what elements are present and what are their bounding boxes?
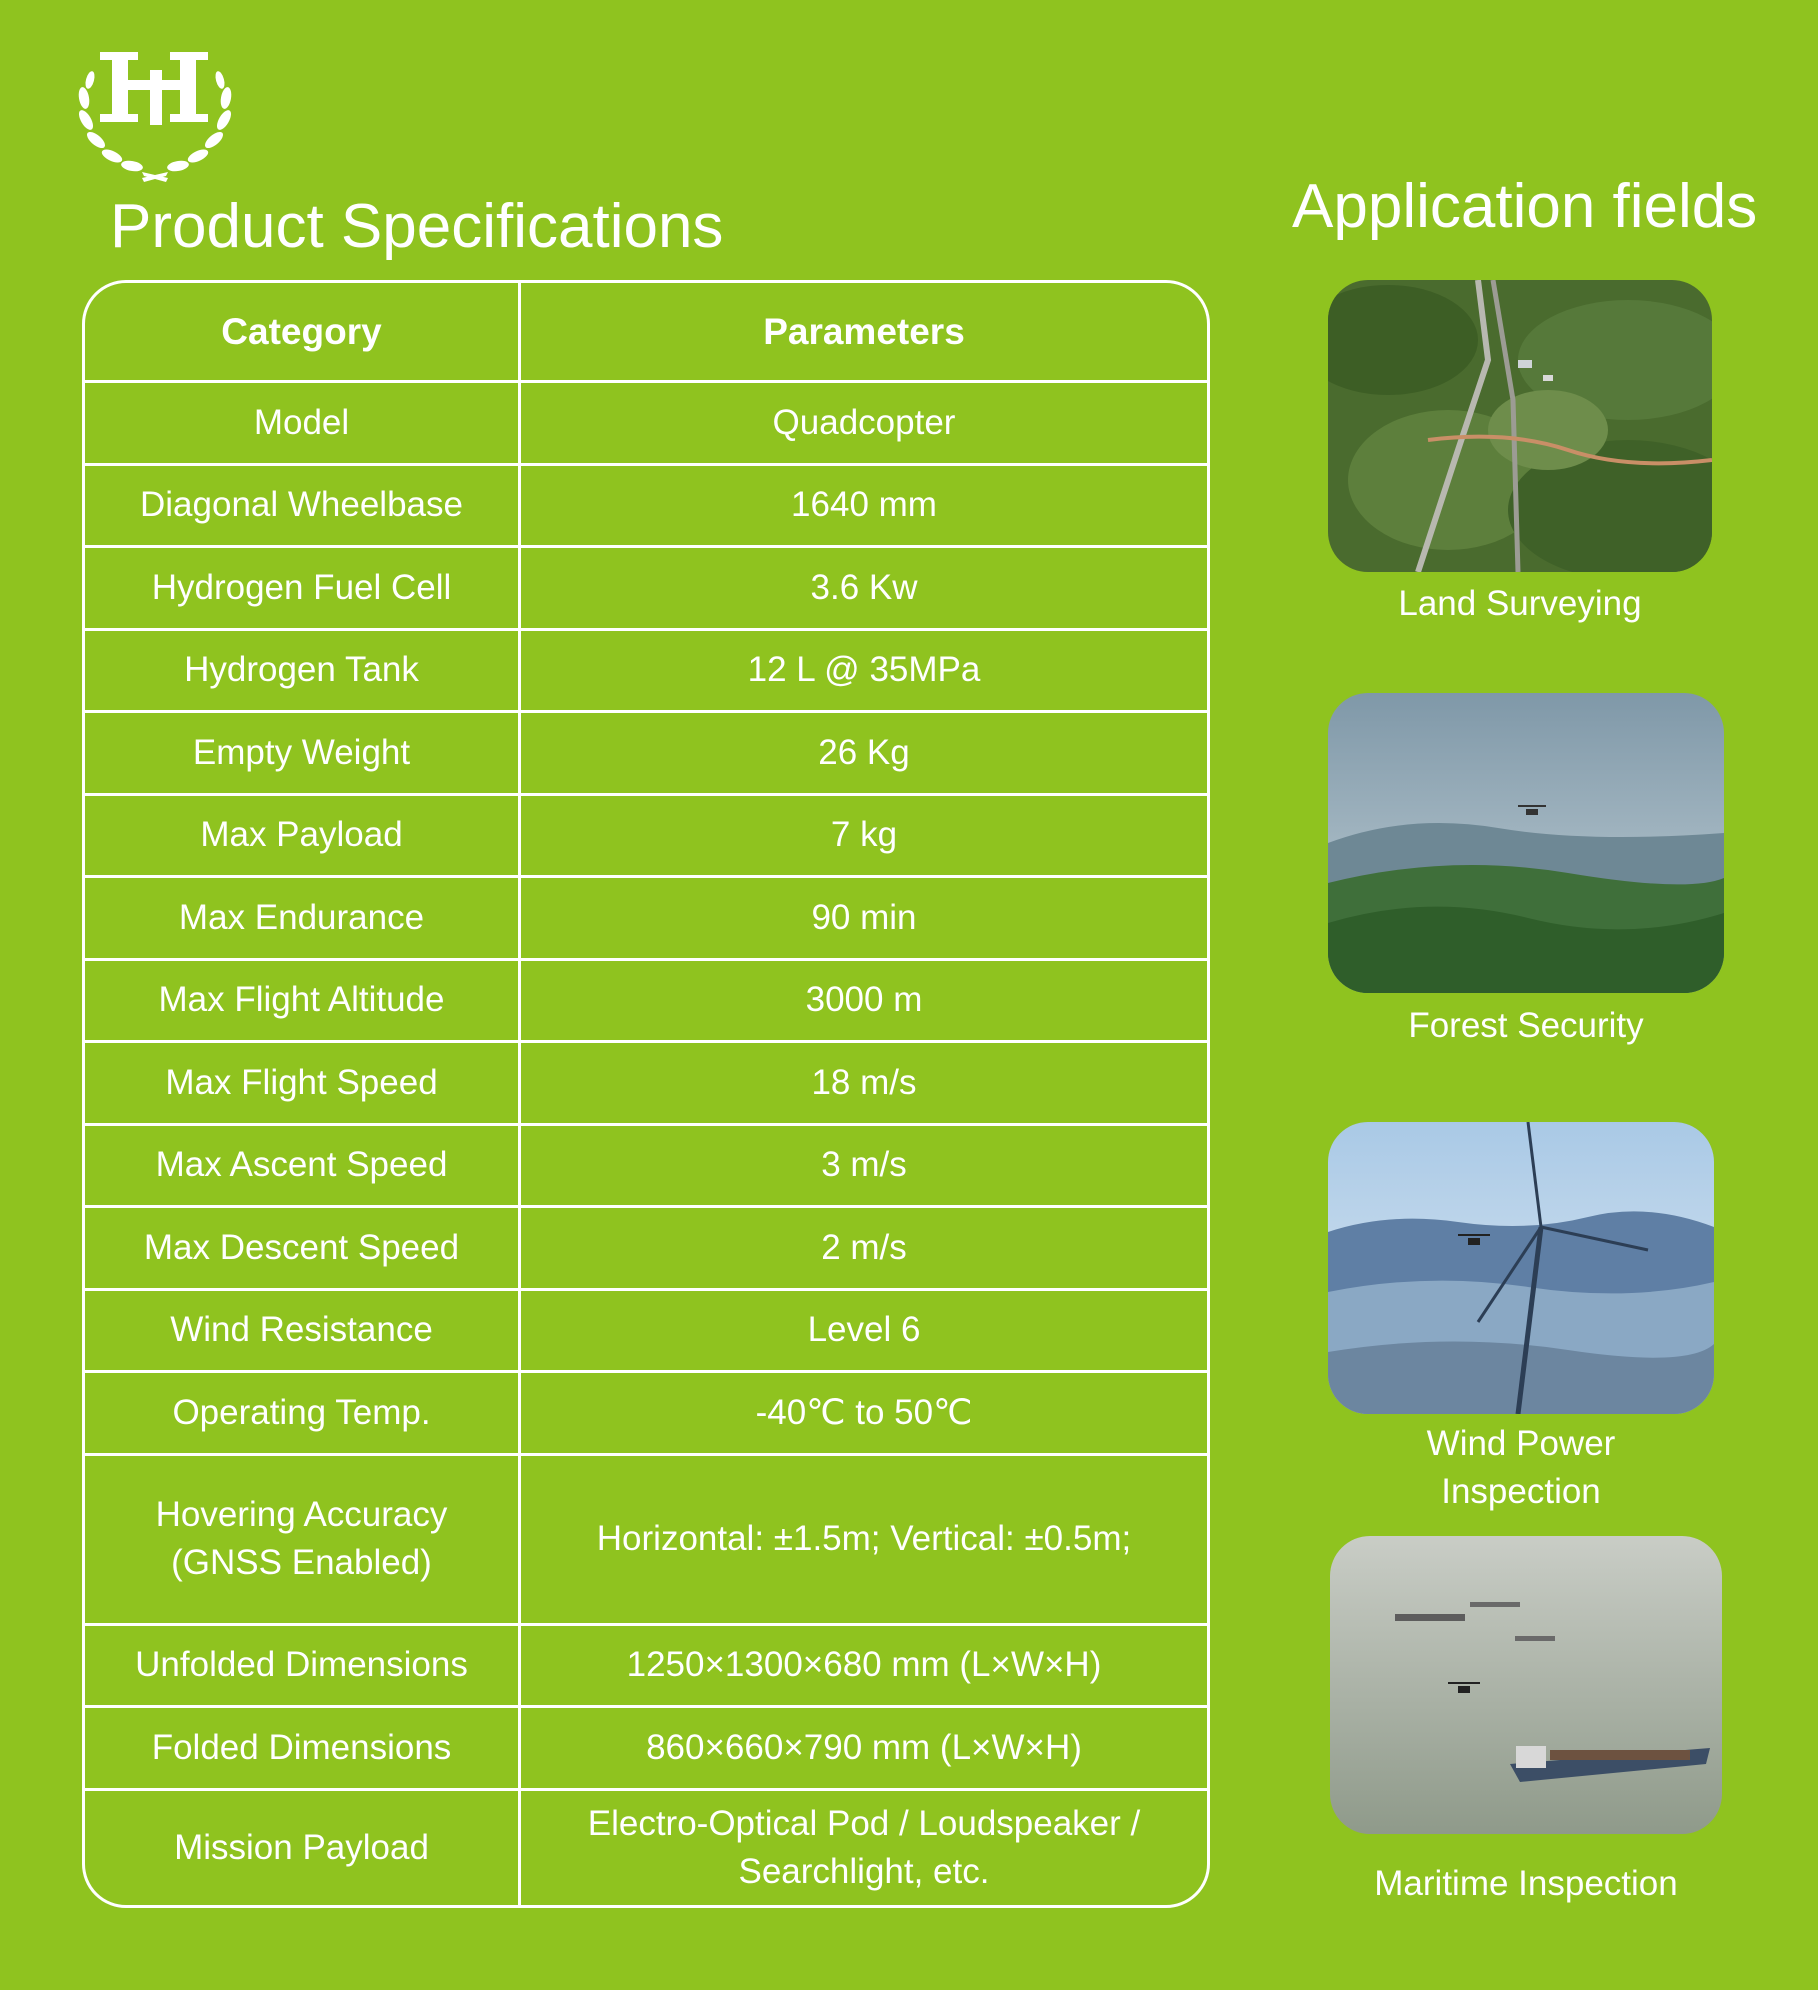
parameter-cell: Quadcopter bbox=[772, 402, 956, 442]
parameter-text: Electro-Optical Pod / Loudspeaker / Searchlight, etc. bbox=[587, 1803, 1141, 1891]
category-text: Hovering Accuracy (GNSS Enabled) bbox=[155, 1495, 448, 1582]
parameter-cell: 860×660×790 mm (L×W×H) bbox=[646, 1727, 1082, 1767]
header-category: Category bbox=[85, 283, 521, 380]
category-cell: Hydrogen Tank bbox=[85, 631, 521, 711]
table-row bbox=[85, 1626, 1207, 1709]
category-cell: Max Endurance bbox=[85, 878, 521, 958]
spec-table-header bbox=[85, 283, 1207, 383]
table-row bbox=[85, 961, 1207, 1044]
parameter-cell: Level 6 bbox=[807, 1310, 921, 1350]
parameter-cell: 26 Kg bbox=[818, 732, 910, 772]
drone-wind-turbine-photo bbox=[1328, 1122, 1714, 1414]
table-row bbox=[85, 1126, 1207, 1209]
table-row bbox=[85, 631, 1207, 714]
parameter-cell: 7 kg bbox=[830, 815, 898, 855]
spec-table bbox=[82, 280, 1210, 1908]
category-cell: Max Flight Altitude bbox=[85, 961, 521, 1041]
category-cell: Max Descent Speed bbox=[85, 1208, 521, 1288]
app-label-forest-security: Forest Security bbox=[1408, 1006, 1644, 1045]
category-cell bbox=[85, 1456, 521, 1623]
parameter-cell: 18 m/s bbox=[811, 1062, 917, 1102]
parameter-cell: 3 m/s bbox=[821, 1145, 907, 1185]
table-row bbox=[85, 1208, 1207, 1291]
parameter-cell: 3000 m bbox=[805, 980, 923, 1020]
category-cell: Max Ascent Speed bbox=[85, 1126, 521, 1206]
category-cell: Hydrogen Fuel Cell bbox=[85, 548, 521, 628]
category-cell: Mission Payload bbox=[85, 1791, 521, 1906]
parameter-cell: -40℃ to 50℃ bbox=[755, 1392, 973, 1432]
app-label-wind-power-inspection: Wind Power Inspection bbox=[1426, 1424, 1616, 1511]
product-specifications-title: Product Specifications bbox=[110, 192, 724, 261]
table-row bbox=[85, 1291, 1207, 1374]
table-row bbox=[85, 796, 1207, 879]
parameter-cell: 3.6 Kw bbox=[810, 567, 918, 607]
table-row bbox=[85, 1708, 1207, 1791]
table-row bbox=[85, 713, 1207, 796]
table-row bbox=[85, 466, 1207, 549]
app-label-maritime-inspection: Maritime Inspection bbox=[1374, 1864, 1678, 1903]
table-row bbox=[85, 1043, 1207, 1126]
header-parameters: Parameters bbox=[763, 310, 965, 352]
parameter-cell bbox=[521, 1791, 1207, 1906]
drone-over-forest-photo bbox=[1328, 693, 1724, 993]
table-row bbox=[85, 1373, 1207, 1456]
parameter-cell: 90 min bbox=[811, 897, 917, 937]
parameter-cell: 2 m/s bbox=[821, 1227, 907, 1267]
category-cell: Max Payload bbox=[85, 796, 521, 876]
table-row bbox=[85, 878, 1207, 961]
category-cell: Max Flight Speed bbox=[85, 1043, 521, 1123]
application-fields-title: Application fields bbox=[1292, 172, 1758, 241]
parameter-cell: Horizontal: ±1.5m; Vertical: ±0.5m; bbox=[596, 1519, 1132, 1558]
parameter-cell: 1640 mm bbox=[791, 485, 937, 525]
brand-logo bbox=[70, 40, 240, 190]
table-row bbox=[85, 383, 1207, 466]
app-label-land-surveying: Land Surveying bbox=[1398, 584, 1642, 623]
table-row bbox=[85, 1456, 1207, 1626]
parameter-cell: 1250×1300×680 mm (L×W×H) bbox=[626, 1645, 1102, 1685]
category-cell: Diagonal Wheelbase bbox=[85, 466, 521, 546]
category-cell: Model bbox=[85, 383, 521, 463]
table-row bbox=[85, 1791, 1207, 1906]
drone-ships-sea-photo bbox=[1330, 1536, 1722, 1834]
category-cell: Folded Dimensions bbox=[85, 1708, 521, 1788]
aerial-farmland-photo bbox=[1328, 280, 1712, 572]
category-cell: Empty Weight bbox=[85, 713, 521, 793]
category-cell: Unfolded Dimensions bbox=[85, 1626, 521, 1706]
category-cell: Wind Resistance bbox=[85, 1291, 521, 1371]
table-row bbox=[85, 548, 1207, 631]
category-cell: Operating Temp. bbox=[85, 1373, 521, 1453]
parameter-cell: 12 L @ 35MPa bbox=[747, 650, 981, 690]
